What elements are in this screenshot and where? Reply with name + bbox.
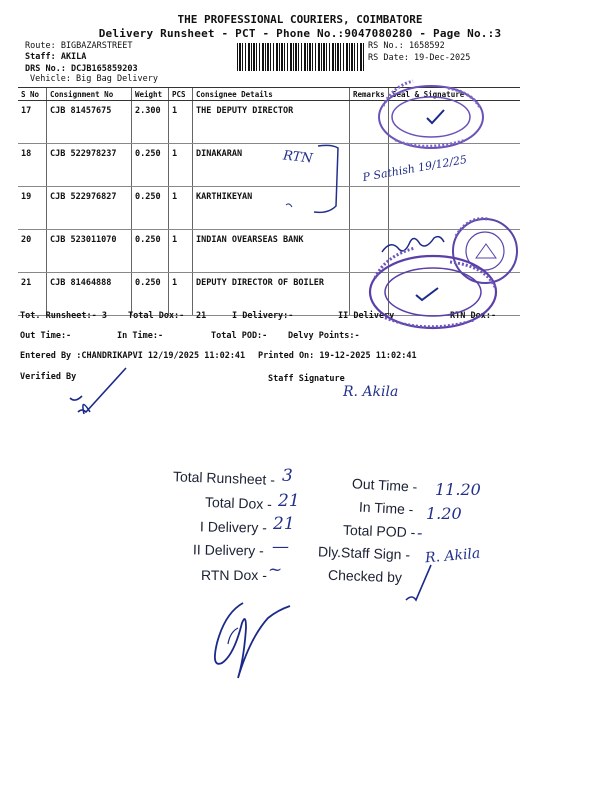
entered-by: Entered By :CHANDRIKAPVI 12/19/2025 11:02:41 (20, 351, 246, 361)
hw-i-delivery-value: 21 (273, 514, 295, 534)
hw-staff-sign-label: Dly.Staff Sign - (317, 543, 411, 563)
cell-sno: 18 (18, 144, 47, 187)
col-seal: Seal & Signature (389, 88, 521, 101)
rs-number: RS No.: 1658592 (368, 41, 445, 51)
staff-label: Staff: AKILA (25, 52, 87, 62)
hw-ii-delivery-value: — (272, 537, 289, 557)
hw-ii-delivery-label: II Delivery - (192, 541, 264, 559)
col-sno: S No (18, 88, 47, 101)
tick-mark-icon (286, 204, 292, 207)
hw-out-time-value: 11.20 (435, 480, 481, 499)
handwritten-rtn: RTN (282, 148, 314, 167)
cell-weight: 0.250 (132, 230, 169, 273)
cell-consignment: CJB 523011070 (47, 230, 132, 273)
cell-consignee: THE DEPUTY DIRECTOR (193, 101, 350, 144)
seal-stamp-icon (379, 81, 483, 148)
staff-signature-label: Staff Signature (268, 374, 345, 384)
cell-sno: 17 (18, 101, 47, 144)
total-dox-label: Total Dox:- (128, 311, 185, 321)
bracket-icon (314, 145, 338, 212)
rs-date: RS Date: 19-Dec-2025 (368, 53, 471, 63)
col-pcs: PCS (169, 88, 193, 101)
company-title: THE PROFESSIONAL COURIERS, COIMBATORE (177, 13, 423, 26)
verified-by-label: Verified By (20, 372, 77, 382)
cell-consignment: CJB 81464888 (47, 273, 132, 316)
handwritten-row18-sign: P Sathish 19/12/25 (361, 152, 468, 185)
cell-consignee: DINAKARAN (193, 144, 350, 187)
cell-sno: 19 (18, 187, 47, 230)
runsheet-title: Delivery Runsheet - PCT - Phone No.:9047080280 - Page No.:3 (98, 27, 502, 40)
bottom-signature-icon (215, 603, 290, 678)
cell-pcs: 1 (169, 144, 193, 187)
cell-weight: 0.250 (132, 187, 169, 230)
delvy-points-label: Delvy Points:- (288, 331, 360, 341)
cell-consignment: CJB 81457675 (47, 101, 132, 144)
col-weight: Weight (132, 88, 169, 101)
cell-pcs: 1 (169, 273, 193, 316)
cell-sno: 20 (18, 230, 47, 273)
cell-weight: 0.250 (132, 144, 169, 187)
cell-sno: 21 (18, 273, 47, 316)
checkmark-2-icon (416, 288, 438, 300)
in-time-label: In Time:- (117, 331, 164, 341)
hw-checked-by-label: Checked by (327, 566, 403, 586)
tot-runsheet: Tot. Runsheet:- 3 (20, 311, 107, 321)
cell-consignment: CJB 522976827 (47, 187, 132, 230)
cell-consignee: KARTHIKEYAN (193, 187, 350, 230)
seal-stamp-2-icon (370, 248, 496, 328)
ii-delivery-label: II Delivery (338, 311, 395, 321)
cell-weight: 0.250 (132, 273, 169, 316)
cell-pcs: 1 (169, 230, 193, 273)
handwritten-staff-sign: R. Akila (343, 384, 399, 400)
hw-i-delivery-label: I Delivery - (199, 518, 268, 536)
out-time-label: Out Time:- (20, 331, 72, 341)
hw-out-time-label: Out Time - (351, 475, 418, 495)
col-consignee: Consignee Details (193, 88, 350, 101)
hw-total-pod-value: - (417, 523, 423, 542)
total-pod-label: Total POD:- (211, 331, 268, 341)
printed-on: Printed On: 19-12-2025 11:02:41 (258, 351, 417, 361)
hw-total-pod-label: Total POD - (342, 521, 416, 541)
drs-number: DRS No.: DCJB165859203 (25, 64, 138, 74)
col-remarks: Remarks (350, 88, 389, 101)
col-consignment: Consignment No (47, 88, 132, 101)
hw-total-dox-value: 21 (278, 491, 300, 511)
i-delivery-label: I Delivery:- (232, 311, 294, 321)
hw-total-dox-label: Total Dox - (204, 493, 273, 513)
hw-rtn-dox-label: RTN Dox - (201, 567, 267, 583)
hw-in-time-label: In Time - (358, 498, 414, 518)
cell-consignment: CJB 522978237 (47, 144, 132, 187)
route-label: Route: BIGBAZARSTREET (25, 41, 133, 51)
hw-rtn-dox-value: ~ (268, 560, 283, 580)
checked-by-signature-icon (406, 565, 431, 600)
cell-consignee: INDIAN OVEARSEAS BANK (193, 230, 350, 273)
cell-pcs: 1 (169, 101, 193, 144)
cell-consignee: DEPUTY DIRECTOR OF BOILER (193, 273, 350, 316)
hw-total-runsheet-value: 3 (282, 466, 293, 486)
rtn-dox-label: RTN Dox:- (450, 311, 497, 321)
checkmark-icon (427, 110, 444, 123)
total-dox-value: 21 (196, 311, 207, 321)
hw-staff-sign-value: R. Akila (424, 545, 481, 567)
hw-in-time-value: 1.20 (426, 504, 462, 523)
cell-weight: 2.300 (132, 101, 169, 144)
vehicle-label: Vehicle: Big Bag Delivery (30, 74, 158, 84)
verified-signature-icon (70, 368, 126, 414)
hw-total-runsheet-label: Total Runsheet - (172, 468, 276, 488)
cell-pcs: 1 (169, 187, 193, 230)
